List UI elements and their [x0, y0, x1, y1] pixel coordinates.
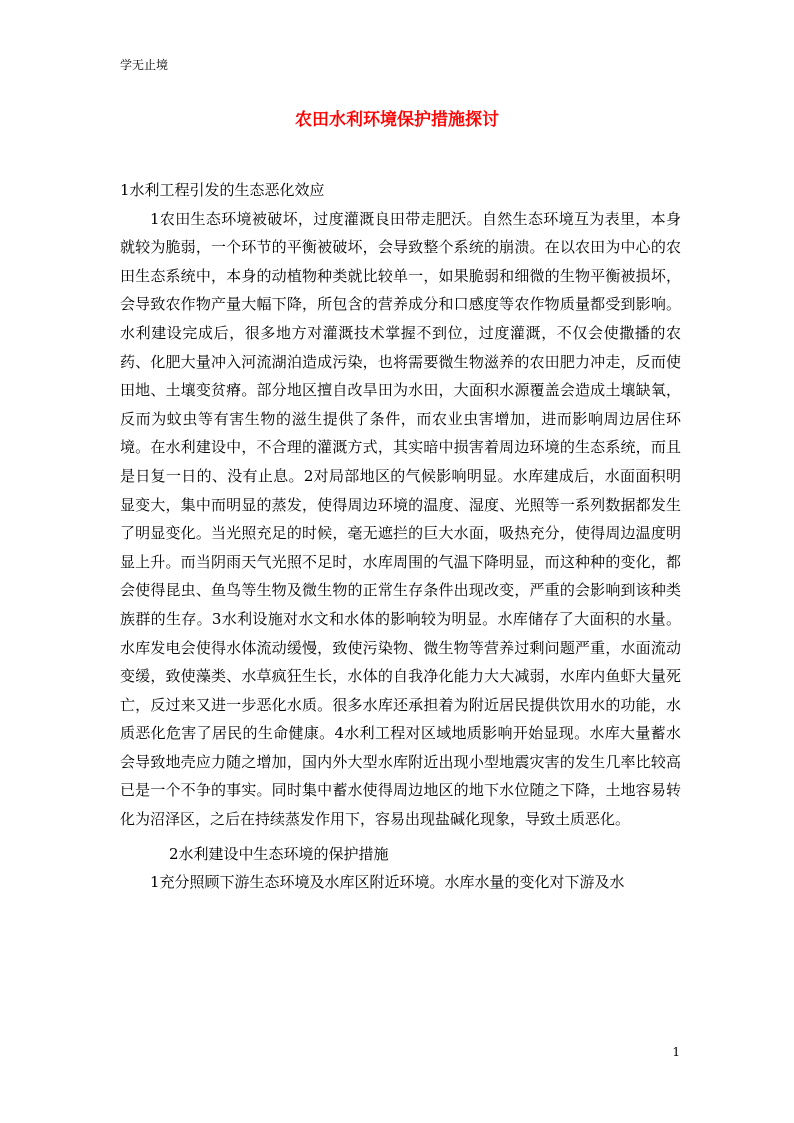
page-header: 学无止境 [120, 58, 169, 72]
section-2-paragraph: 1充分照顾下游生态环境及水库区附近环境。水库水量的变化对下游及水 [150, 873, 625, 892]
document-title: 农田水利环境保护措施探讨 [295, 110, 499, 130]
section-1-paragraph: 1农田生态环境被破坏，过度灌溉良田带走肥沃。自然生态环境互为表里，本身就较为脆弱，一个环节的平衡被破坏，会导致整个系统的崩溃。在以农田为中心的农田生态系统中，本身的动植物种类就比较单一，如果脆弱和细微的生物平衡被损坏，会导致农作物产量大幅下降，所包含的营养成分和口感度等农作物质量都受到影响。水利建设完成后，很多地方对灌溉技术掌握不到位，过度灌溉，不仅会使撒播的农药、化肥大量冲入河流湖泊造成污染，也将需要微生物滋养的农田肥力冲走，反而使田地、土壤变贫瘠。部分地区擅自改旱田为水田，大面积水源覆盖会造成土壤缺氧，反而为蚊虫等有害生物的滋生提供了条件，而农业虫害增加，进而影响周边居住环境。在水利建设中，不合理的灌溉方式，其实暗中损害着周边环境的生态系统，而且是日复一日的、没有止息。2对局部地区的气候影响明显。水库建成后，水面面积明显变大，集中而明显的蒸发，使得周边环境的温度、湿度、光照等一系列数据都发生了明显变化。当光照充足的时候，毫无遮拦的巨大水面，吸热充分，使得周边温度明显上升。而当阴雨天气光照不足时，水库周围的气温下降明显，而这种种的变化，都会使得昆虫、鱼鸟等生物及微生物的正常生存条件出现改变，严重的会影响到该种类族群的生存。3水利设施对水文和水体的影响较为明显。水库储存了大面积的水量。水库发电会使得水体流动缓慢，致使污染物、微生物等营养过剩问题严重，水面流动变缓，致使藻类、水草疯狂生长，水体的自我净化能力大大减弱，水库内鱼虾大量死亡，反过来又进一步恶化水质。很多水库还承担着为附近居民提供饮用水的功能，水质恶化危害了居民的生命健康。4水利工程对区域地质影响开始显现。水库大量蓄水会导致地壳应力随之增加，国内外大型水库附近出现小型地震灾害的发生几率比较高已是一个不争的事实。同时集中蓄水使得周边地区的地下水位随之下降，土地容易转化为沼泽区，之后在持续蒸发作用下，容易出现盐碱化现象，导致土质恶化。 [120, 209, 681, 829]
section-2-heading: 2水利建设中生态环境的保护措施 [169, 844, 389, 863]
document-body [120, 176, 681, 897]
page-number: 1 [672, 1045, 680, 1059]
section-1-heading: 1水利工程引发的生态恶化效应 [120, 181, 325, 199]
